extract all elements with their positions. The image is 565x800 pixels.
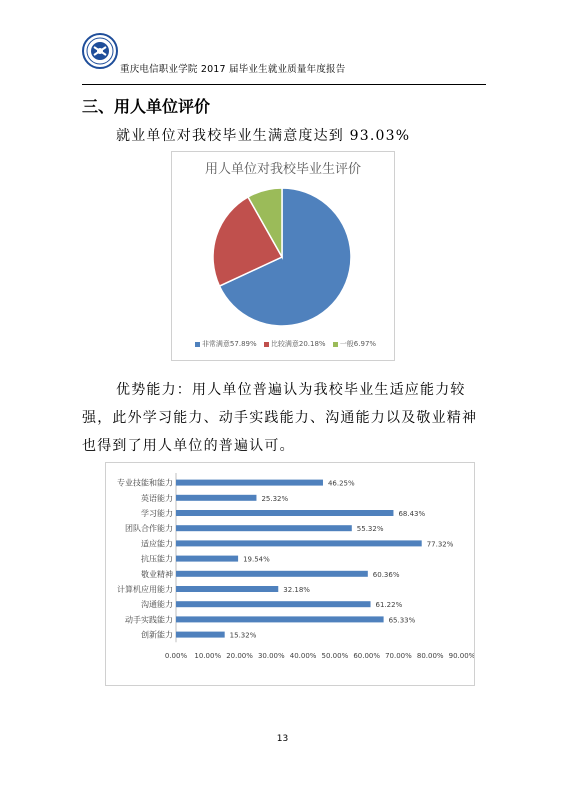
- page-number: 13: [276, 734, 289, 744]
- bar-category-label-1: 英语能力: [141, 493, 173, 503]
- pie-legend: [172, 339, 394, 349]
- bar-x-tick-1: 10.00%: [194, 652, 222, 661]
- advantage-paragraph-line2: 强，此外学习能力、动手实践能力、沟通能力以及敬业精神: [82, 410, 478, 426]
- bar-8: [176, 601, 371, 607]
- bar-x-tick-6: 60.00%: [353, 652, 381, 661]
- bar-4: [176, 540, 422, 546]
- report-header: [82, 33, 486, 85]
- bar-data-label-6: 60.36%: [372, 570, 400, 579]
- bar-x-tick-4: 40.00%: [289, 652, 317, 661]
- bar-data-label-4: 77.32%: [426, 540, 454, 549]
- bar-data-label-1: 25.32%: [261, 494, 289, 503]
- bar-x-tick-8: 80.00%: [416, 652, 444, 661]
- bar-x-tick-2: 20.00%: [226, 652, 253, 661]
- bar-category-label-6: 敬业精神: [141, 569, 173, 579]
- bar-x-tick-9: 90.00%: [448, 652, 474, 661]
- pie-chart-plot: [172, 176, 394, 336]
- bar-category-label-0: 专业技能和能力: [117, 478, 173, 488]
- satisfaction-sentence: 就业单位对我校毕业生满意度达到 93.03%: [116, 128, 411, 144]
- advantage-paragraph-line1: 优势能力：用人单位普遍认为我校毕业生适应能力较: [116, 382, 466, 398]
- ability-bar-chart: [105, 462, 475, 686]
- legend-swatch-2: [333, 342, 338, 347]
- bar-category-label-4: 适应能力: [141, 539, 173, 549]
- bar-1: [176, 495, 256, 501]
- bar-data-label-7: 32.18%: [283, 586, 310, 594]
- bar-6: [176, 571, 368, 577]
- bar-data-label-8: 61.22%: [375, 601, 403, 610]
- bar-chart-plot: [106, 463, 474, 685]
- bar-x-tick-3: 30.00%: [257, 652, 285, 661]
- bar-x-tick-5: 50.00%: [321, 652, 349, 661]
- legend-label-0: 非常满意57.89%: [201, 340, 257, 348]
- bar-data-label-0: 46.25%: [327, 479, 355, 488]
- bar-2: [176, 510, 393, 516]
- header-title: 重庆电信职业学院 2017 届毕业生就业质量年度报告: [120, 64, 346, 75]
- bar-category-label-5: 抗压能力: [141, 554, 173, 564]
- legend-swatch-0: [195, 342, 200, 347]
- bar-category-label-9: 动手实践能力: [125, 615, 173, 625]
- legend-label-1: 比较满意20.18%: [270, 340, 326, 348]
- bar-data-label-3: 55.32%: [356, 525, 384, 534]
- bar-x-tick-0: 0.00%: [164, 652, 188, 661]
- bar-category-label-8: 沟通能力: [141, 600, 173, 610]
- bar-5: [176, 556, 238, 562]
- bar-data-label-9: 65.33%: [388, 616, 416, 625]
- pie-chart: [171, 151, 395, 361]
- advantage-paragraph-line3: 也得到了用人单位的普遍认可。: [82, 438, 295, 454]
- bar-x-tick-7: 70.00%: [385, 652, 412, 661]
- header-divider: [82, 84, 486, 85]
- pie-chart-title: 用人单位对我校毕业生评价: [204, 162, 361, 177]
- bar-7: [176, 586, 278, 592]
- bar-10: [176, 632, 225, 638]
- bar-category-label-2: 学习能力: [141, 509, 173, 518]
- bar-data-label-10: 15.32%: [229, 631, 257, 640]
- bar-category-label-10: 创新能力: [141, 630, 173, 640]
- bar-category-label-3: 团队合作能力: [125, 524, 173, 534]
- bar-9: [176, 616, 384, 622]
- college-logo-icon: [82, 33, 118, 69]
- legend-swatch-1: [264, 342, 269, 347]
- legend-label-2: 一般6.97%: [339, 340, 377, 348]
- bar-category-label-7: 计算机应用能力: [117, 585, 173, 594]
- section-title: 三、用人单位评价: [82, 97, 211, 116]
- bar-data-label-5: 19.54%: [243, 555, 270, 564]
- bar-3: [176, 525, 352, 531]
- bar-data-label-2: 68.43%: [398, 510, 426, 518]
- bar-0: [176, 480, 323, 486]
